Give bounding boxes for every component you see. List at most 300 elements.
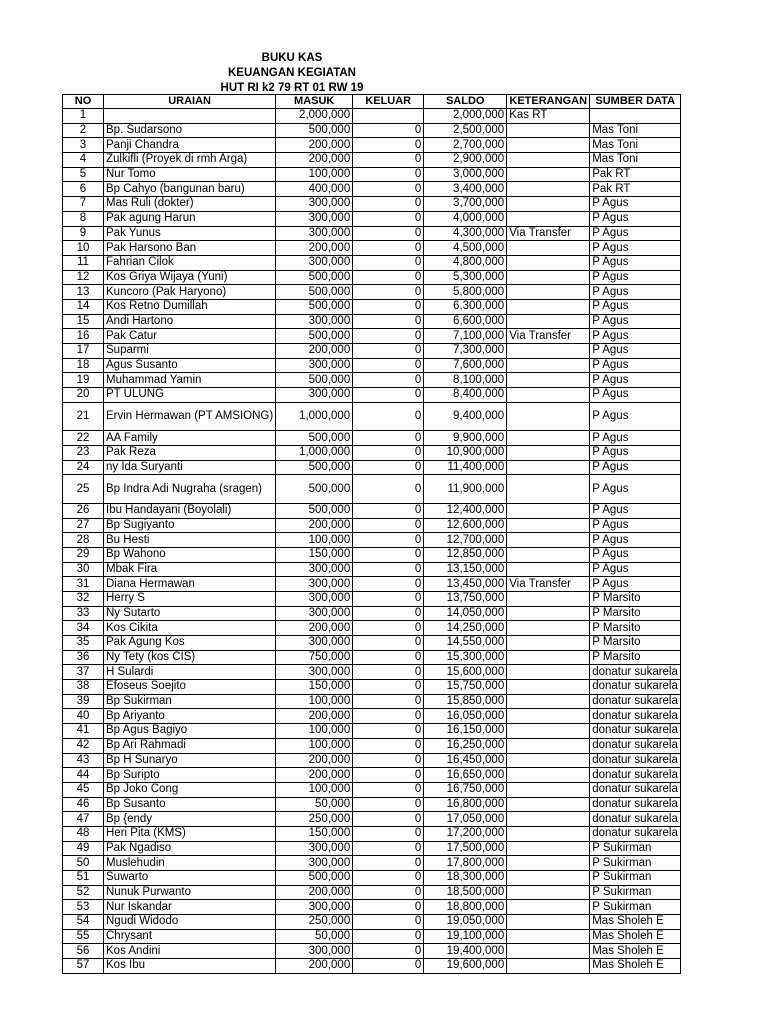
title-hut-ri: HUT RI k2 79 RT 01 RW 19 [220,82,364,94]
row-keterangan [507,636,590,651]
table-row [63,503,681,518]
row-no: 42 [63,738,104,753]
row-sumber-data: P Marsito [590,621,681,636]
row-masuk: 100,000 [276,738,353,753]
row-masuk: 500,000 [276,123,353,138]
row-sumber-data: donatur sukarela [590,738,681,753]
row-masuk: 300,000 [276,944,353,959]
row-uraian: Kos Griya Wijaya (Yuni) [104,270,276,285]
row-no: 20 [63,388,104,403]
row-sumber-data: P Agus [590,431,681,446]
row-keterangan: Via Transfer [507,226,590,241]
row-keluar: 0 [353,665,424,680]
row-sumber-data: P Agus [590,475,681,504]
row-masuk: 300,000 [276,255,353,270]
row-uraian: Suwarto [104,871,276,886]
table-body [63,109,681,974]
row-uraian: AA Family [104,431,276,446]
table-row [63,241,681,256]
row-masuk: 750,000 [276,650,353,665]
row-keterangan [507,944,590,959]
row-keterangan [507,562,590,577]
table-row [63,797,681,812]
row-no: 52 [63,885,104,900]
row-no: 4 [63,153,104,168]
table-row [63,562,681,577]
row-keluar: 0 [353,841,424,856]
row-uraian: Ny Sutarto [104,606,276,621]
row-saldo: 9,900,000 [424,431,507,446]
table-row [63,373,681,388]
row-uraian: Agus Susanto [104,358,276,373]
row-no: 13 [63,285,104,300]
row-sumber-data: Pak RT [590,182,681,197]
row-sumber-data: donatur sukarela [590,826,681,841]
row-saldo: 15,750,000 [424,680,507,695]
row-uraian: Bp Wahono [104,547,276,562]
row-saldo: 16,800,000 [424,797,507,812]
row-sumber-data [590,109,681,124]
row-keterangan [507,314,590,329]
row-uraian: Andi Hartono [104,314,276,329]
row-saldo: 7,300,000 [424,344,507,359]
table-row [63,650,681,665]
row-keluar: 0 [353,445,424,460]
row-keluar: 0 [353,797,424,812]
table-row [63,826,681,841]
row-uraian: Pak agung Harun [104,211,276,226]
row-no: 30 [63,562,104,577]
row-uraian: Pak Ngadiso [104,841,276,856]
row-sumber-data: P Marsito [590,591,681,606]
row-masuk: 150,000 [276,547,353,562]
row-sumber-data: P Agus [590,255,681,270]
row-sumber-data: donatur sukarela [590,812,681,827]
row-no: 23 [63,445,104,460]
row-uraian: Bp. Sudarsono [104,123,276,138]
row-masuk: 1,000,000 [276,445,353,460]
row-sumber-data: P Agus [590,562,681,577]
row-keluar: 0 [353,402,424,431]
row-uraian: Bp Sugiyanto [104,518,276,533]
row-keterangan [507,518,590,533]
row-uraian: Diana Hermawan [104,577,276,592]
row-uraian: Muhammad Yamin [104,373,276,388]
row-sumber-data: P Agus [590,518,681,533]
table-row [63,182,681,197]
row-keluar: 0 [353,299,424,314]
row-uraian: Kos Andini [104,944,276,959]
row-masuk: 300,000 [276,211,353,226]
row-saldo: 4,500,000 [424,241,507,256]
row-saldo: 16,750,000 [424,782,507,797]
table-row [63,738,681,753]
table-row [63,900,681,915]
row-no: 24 [63,460,104,475]
row-uraian: Nur Tomo [104,167,276,182]
table-row [63,270,681,285]
table-row [63,388,681,403]
row-keterangan [507,123,590,138]
table-row [63,344,681,359]
row-saldo: 12,700,000 [424,533,507,548]
row-uraian: Bp Ari Rahmadi [104,738,276,753]
row-sumber-data: P Agus [590,402,681,431]
row-sumber-data: P Sukirman [590,841,681,856]
row-no: 35 [63,636,104,651]
row-uraian: Bp Indra Adi Nugraha (sragen) [104,475,276,504]
row-keterangan [507,182,590,197]
row-no: 22 [63,431,104,446]
row-masuk: 100,000 [276,694,353,709]
row-saldo: 17,200,000 [424,826,507,841]
row-saldo: 13,150,000 [424,562,507,577]
row-keterangan [507,241,590,256]
row-keterangan [507,929,590,944]
row-sumber-data: P Agus [590,299,681,314]
row-sumber-data: P Sukirman [590,871,681,886]
row-masuk: 500,000 [276,431,353,446]
row-keluar: 0 [353,518,424,533]
row-keterangan [507,153,590,168]
row-saldo: 13,450,000 [424,577,507,592]
row-keluar: 0 [353,373,424,388]
row-masuk: 300,000 [276,841,353,856]
row-sumber-data: P Agus [590,373,681,388]
row-saldo: 3,700,000 [424,197,507,212]
row-no: 3 [63,138,104,153]
row-no: 55 [63,929,104,944]
table-row [63,475,681,504]
row-keterangan [507,738,590,753]
cash-book-table [62,94,681,974]
row-sumber-data: P Agus [590,226,681,241]
row-sumber-data: P Agus [590,344,681,359]
row-no: 32 [63,591,104,606]
row-masuk: 100,000 [276,533,353,548]
row-sumber-data: P Agus [590,314,681,329]
row-sumber-data: P Agus [590,241,681,256]
row-uraian: Bp Cahyo (bangunan baru) [104,182,276,197]
row-uraian: H Sulardi [104,665,276,680]
row-saldo: 15,850,000 [424,694,507,709]
table-row [63,724,681,739]
header-keterangan: KETERANGAN [507,95,590,109]
row-masuk: 100,000 [276,782,353,797]
row-no: 26 [63,503,104,518]
row-saldo: 19,100,000 [424,929,507,944]
row-keterangan [507,167,590,182]
row-keluar: 0 [353,460,424,475]
row-saldo: 2,500,000 [424,123,507,138]
row-sumber-data: Pak RT [590,167,681,182]
table-row [63,841,681,856]
row-saldo: 16,250,000 [424,738,507,753]
row-masuk: 200,000 [276,753,353,768]
row-masuk: 200,000 [276,885,353,900]
row-masuk: 50,000 [276,929,353,944]
row-keluar: 0 [353,768,424,783]
row-keluar: 0 [353,944,424,959]
row-sumber-data: donatur sukarela [590,753,681,768]
row-uraian: ny Ida Suryanti [104,460,276,475]
table-row [63,929,681,944]
row-saldo: 5,300,000 [424,270,507,285]
header-saldo: SALDO [424,95,507,109]
row-keluar: 0 [353,167,424,182]
row-sumber-data: donatur sukarela [590,680,681,695]
row-uraian: Bp Agus Bagiyo [104,724,276,739]
table-row [63,431,681,446]
row-no: 21 [63,402,104,431]
row-saldo: 16,150,000 [424,724,507,739]
row-keterangan [507,138,590,153]
row-keluar: 0 [353,885,424,900]
row-sumber-data: P Agus [590,460,681,475]
row-masuk: 200,000 [276,153,353,168]
row-saldo: 11,400,000 [424,460,507,475]
row-masuk: 200,000 [276,959,353,974]
row-sumber-data: P Agus [590,388,681,403]
table-row [63,621,681,636]
table-row [63,314,681,329]
row-keluar: 0 [353,388,424,403]
row-keterangan [507,503,590,518]
row-keterangan [507,797,590,812]
row-keluar: 0 [353,358,424,373]
row-saldo: 15,300,000 [424,650,507,665]
row-keterangan [507,826,590,841]
row-saldo: 17,500,000 [424,841,507,856]
table-row [63,959,681,974]
row-no: 27 [63,518,104,533]
row-uraian: Pak Harsono Ban [104,241,276,256]
table-row [63,518,681,533]
row-sumber-data: P Agus [590,533,681,548]
row-no: 17 [63,344,104,359]
row-uraian: Panji Chandra [104,138,276,153]
row-masuk: 500,000 [276,270,353,285]
row-saldo: 17,800,000 [424,856,507,871]
row-no: 40 [63,709,104,724]
row-no: 19 [63,373,104,388]
row-masuk: 300,000 [276,226,353,241]
title-keuangan-kegiatan: KEUANGAN KEGIATAN [228,67,356,79]
row-no: 15 [63,314,104,329]
row-sumber-data: P Agus [590,445,681,460]
row-masuk: 300,000 [276,358,353,373]
row-keterangan [507,680,590,695]
row-masuk: 500,000 [276,299,353,314]
title-buku-kas: BUKU KAS [261,52,323,64]
row-keluar: 0 [353,197,424,212]
row-no: 10 [63,241,104,256]
row-keterangan [507,709,590,724]
row-sumber-data: Mas Sholeh E [590,944,681,959]
table-row [63,197,681,212]
row-no: 11 [63,255,104,270]
row-keluar: 0 [353,577,424,592]
row-sumber-data: donatur sukarela [590,665,681,680]
table-row [63,709,681,724]
row-keterangan [507,358,590,373]
row-keluar: 0 [353,812,424,827]
table-row [63,680,681,695]
table-row [63,329,681,344]
row-keluar: 0 [353,826,424,841]
row-keluar: 0 [353,533,424,548]
row-saldo: 18,500,000 [424,885,507,900]
row-sumber-data: P Agus [590,358,681,373]
row-uraian: Bp Sukirman [104,694,276,709]
row-uraian: Nur Iskandar [104,900,276,915]
row-no: 45 [63,782,104,797]
row-saldo: 6,600,000 [424,314,507,329]
row-keterangan [507,270,590,285]
row-keterangan [507,460,590,475]
row-keluar [353,109,424,124]
row-keluar: 0 [353,226,424,241]
row-no: 54 [63,915,104,930]
table-row [63,285,681,300]
header-uraian: URAIAN [104,95,276,109]
row-uraian: Pak Reza [104,445,276,460]
row-uraian: Pak Agung Kos [104,636,276,651]
row-masuk: 500,000 [276,503,353,518]
row-keluar: 0 [353,503,424,518]
row-keterangan [507,959,590,974]
row-keterangan [507,665,590,680]
row-keluar: 0 [353,621,424,636]
row-no: 29 [63,547,104,562]
row-keluar: 0 [353,694,424,709]
row-no: 16 [63,329,104,344]
header-sumber-data: SUMBER DATA [590,95,681,109]
row-keluar: 0 [353,123,424,138]
row-uraian: Kuncoro (Pak Haryono) [104,285,276,300]
row-keterangan [507,768,590,783]
row-keluar: 0 [353,562,424,577]
row-keterangan [507,606,590,621]
row-keluar: 0 [353,475,424,504]
row-masuk: 300,000 [276,856,353,871]
row-sumber-data: P Agus [590,211,681,226]
table-row [63,591,681,606]
row-masuk: 150,000 [276,826,353,841]
table-row [63,547,681,562]
row-masuk: 500,000 [276,475,353,504]
table-row [63,812,681,827]
row-keluar: 0 [353,329,424,344]
header-masuk: MASUK [276,95,353,109]
row-saldo: 18,800,000 [424,900,507,915]
row-masuk: 200,000 [276,241,353,256]
row-keluar: 0 [353,782,424,797]
row-masuk: 200,000 [276,709,353,724]
row-keluar: 0 [353,138,424,153]
row-keterangan [507,591,590,606]
row-keluar: 0 [353,929,424,944]
row-uraian: Pak Catur [104,329,276,344]
row-no: 28 [63,533,104,548]
row-no: 51 [63,871,104,886]
row-masuk: 250,000 [276,915,353,930]
row-keterangan [507,285,590,300]
table-row [63,109,681,124]
row-uraian: Pak Yunus [104,226,276,241]
row-uraian: Chrysant [104,929,276,944]
row-saldo: 16,650,000 [424,768,507,783]
row-keterangan [507,650,590,665]
row-keterangan: Via Transfer [507,329,590,344]
row-saldo: 14,050,000 [424,606,507,621]
row-no: 38 [63,680,104,695]
row-keluar: 0 [353,871,424,886]
table-row [63,871,681,886]
row-keterangan [507,885,590,900]
row-saldo: 9,400,000 [424,402,507,431]
row-masuk: 150,000 [276,680,353,695]
row-masuk: 300,000 [276,900,353,915]
row-keluar: 0 [353,738,424,753]
row-keterangan [507,445,590,460]
row-saldo: 2,700,000 [424,138,507,153]
table-row [63,153,681,168]
row-keterangan [507,211,590,226]
row-uraian: Mbak Fira [104,562,276,577]
row-sumber-data: P Agus [590,197,681,212]
row-keterangan: Kas RT [507,109,590,124]
row-saldo: 2,000,000 [424,109,507,124]
row-keterangan [507,856,590,871]
row-uraian: Bp Ariyanto [104,709,276,724]
row-keluar: 0 [353,211,424,226]
row-no: 2 [63,123,104,138]
row-saldo: 4,000,000 [424,211,507,226]
row-sumber-data: P Sukirman [590,900,681,915]
table-row [63,694,681,709]
row-saldo: 13,750,000 [424,591,507,606]
table-row [63,944,681,959]
row-saldo: 3,400,000 [424,182,507,197]
row-no: 43 [63,753,104,768]
row-keterangan [507,197,590,212]
table-row [63,255,681,270]
row-sumber-data: P Sukirman [590,856,681,871]
table-row [63,123,681,138]
row-keterangan [507,694,590,709]
row-no: 37 [63,665,104,680]
row-uraian: Muslehudin [104,856,276,871]
table-row [63,606,681,621]
table-row [63,533,681,548]
row-no: 48 [63,826,104,841]
row-sumber-data: Mas Toni [590,138,681,153]
row-uraian [104,109,276,124]
row-keterangan [507,299,590,314]
row-masuk: 300,000 [276,197,353,212]
row-saldo: 10,900,000 [424,445,507,460]
row-uraian: Nunuk Purwanto [104,885,276,900]
row-masuk: 300,000 [276,636,353,651]
row-masuk: 50,000 [276,797,353,812]
row-masuk: 200,000 [276,518,353,533]
row-keterangan [507,475,590,504]
row-no: 47 [63,812,104,827]
row-keluar: 0 [353,680,424,695]
row-saldo: 3,000,000 [424,167,507,182]
row-keluar: 0 [353,900,424,915]
